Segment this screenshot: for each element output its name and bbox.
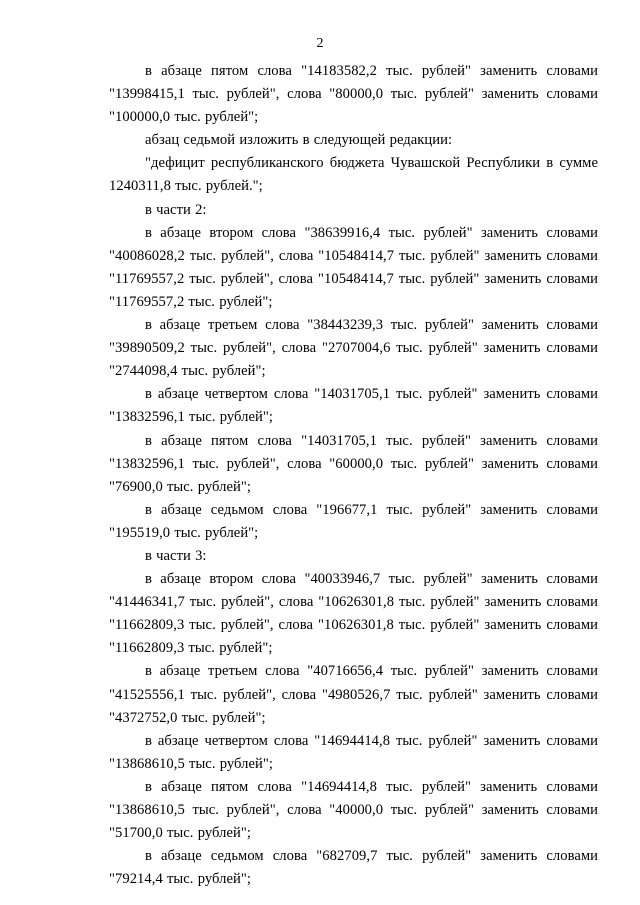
paragraph: в абзаце седьмом слова "682709,7 тыс. рублей" заменить словами "79214,4 тыс. рублей"; xyxy=(109,848,598,888)
paragraph: в абзаце пятом слова "14183582,2 тыс. рублей" заменить словами "13998415,1 тыс. рублей", слова "80000,0 тыс. рублей" заменить словами "100000,0 тыс. рублей"; xyxy=(109,63,598,126)
paragraph: в абзаце втором слова "38639916,4 тыс. рублей" заменить словами "40086028,2 тыс. рублей", слова "10548414,7 тыс. рублей" заменить словами "11769557,2 тыс. рублей", слова "10548414,7 тыс. рублей" заменить словами "11769557,2 тыс. рублей"; xyxy=(109,224,598,310)
paragraph: "дефицит республиканского бюджета Чувашской Республики в сумме 1240311,8 тыс. рублей."; xyxy=(109,155,598,195)
paragraph: в абзаце пятом слова "14031705,1 тыс. рублей" заменить словами "13832596,1 тыс. рублей", слова "60000,0 тыс. рублей" заменить словами "76900,0 тыс. рублей"; xyxy=(109,432,598,495)
paragraph: в абзаце втором слова "40033946,7 тыс. рублей" заменить словами "41446341,7 тыс. рублей", слова "10626301,8 тыс. рублей" заменить словами "11662809,3 тыс. рублей", слова "10626301,8 тыс. рублей" заменить словами "11662809,3 тыс. рублей"; xyxy=(109,571,598,657)
document-body xyxy=(109,60,598,891)
paragraph: в части 3: xyxy=(145,547,207,564)
paragraph: абзац седьмой изложить в следующей редакции: xyxy=(145,132,453,149)
paragraph: в абзаце третьем слова "38443239,3 тыс. рублей" заменить словами "39890509,2 тыс. рублей", слова "2707004,6 тыс. рублей" заменить словами "2744098,4 тыс. рублей"; xyxy=(109,317,598,380)
paragraph: в абзаце третьем слова "40716656,4 тыс. рублей" заменить словами "41525556,1 тыс. рублей", слова "4980526,7 тыс. рублей" заменить словами "4372752,0 тыс. рублей"; xyxy=(109,663,598,726)
paragraph: в абзаце четвертом слова "14031705,1 тыс. рублей" заменить словами "13832596,1 тыс. рублей"; xyxy=(109,386,598,426)
paragraph: в абзаце четвертом слова "14694414,8 тыс. рублей" заменить словами "13868610,5 тыс. рублей"; xyxy=(109,732,598,772)
paragraph: в абзаце пятом слова "14694414,8 тыс. рублей" заменить словами "13868610,5 тыс. рублей", слова "40000,0 тыс. рублей" заменить словами "51700,0 тыс. рублей"; xyxy=(109,778,598,842)
paragraph: в абзаце седьмом слова "196677,1 тыс. рублей" заменить словами "195519,0 тыс. рублей"; xyxy=(109,501,598,541)
paragraph: в части 2: xyxy=(145,201,207,218)
page-number: 2 xyxy=(316,36,324,51)
